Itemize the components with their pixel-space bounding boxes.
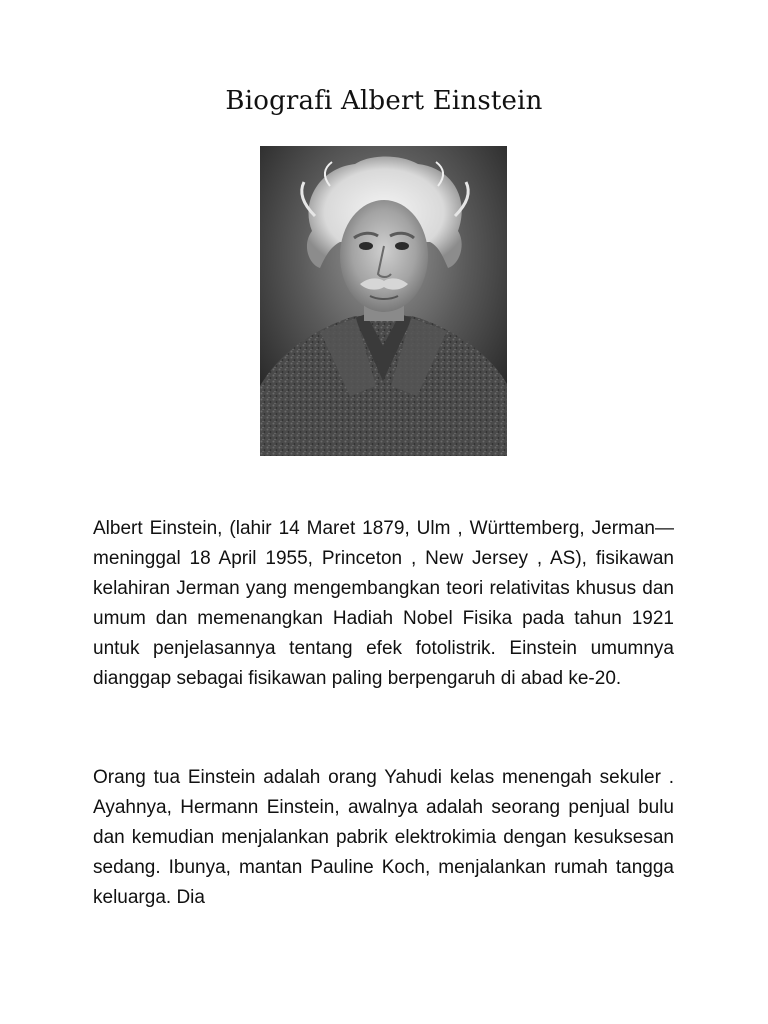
paragraph-1: Albert Einstein, (lahir 14 Maret 1879, Ulm , Württemberg, Jerman—meninggal 18 April 1955, Princeton , New Jersey , AS), fisikawan kelahiran Jerman yang mengembangkan teori relativitas khusus dan umum dan memenangkan Hadiah Nobel Fisika pada tahun 1921 untuk penjelasannya tentang efek fotolistrik. Einstein umumnya dianggap sebagai fisikawan paling berpengaruh di abad ke-20. bbox=[93, 518, 674, 689]
paragraph-2: Orang tua Einstein adalah orang Yahudi kelas menengah sekuler . Ayahnya, Hermann Einstein, awalnya adalah seorang penjual bulu dan kemudian menjalankan pabrik elektrokimia dengan kesuksesan sedang. Ibunya, mantan Pauline Koch, menjalankan rumah tangga keluarga. Dia bbox=[93, 767, 674, 908]
portrait-photo bbox=[260, 146, 507, 456]
page-title: Biografi Albert Einstein bbox=[225, 86, 543, 116]
portrait-photo-icon bbox=[260, 146, 507, 456]
